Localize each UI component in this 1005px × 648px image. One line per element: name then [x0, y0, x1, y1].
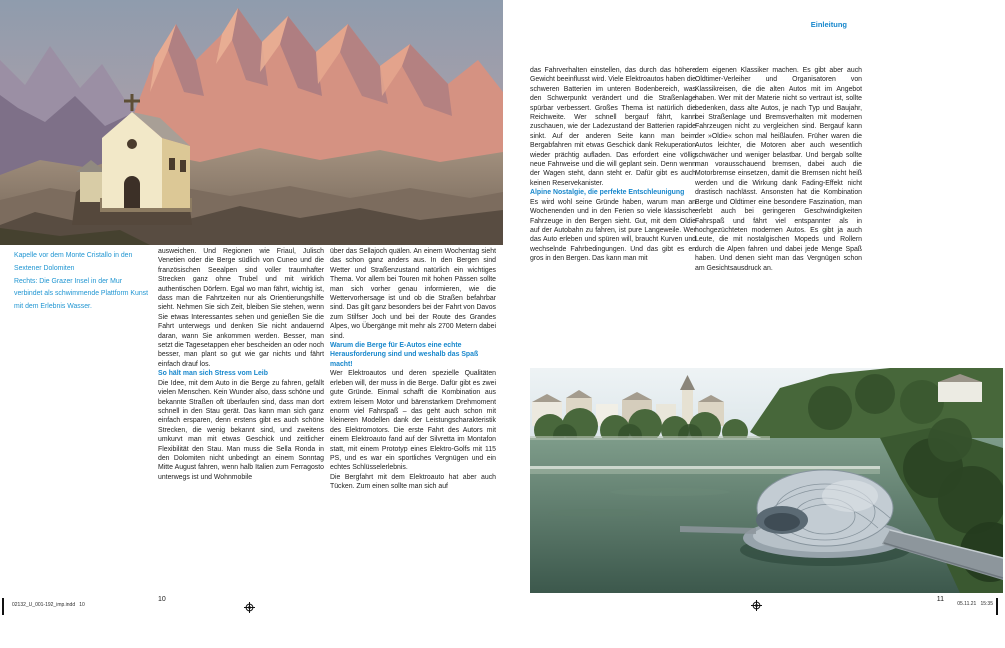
file-slug-left: 02132_U_001-192_imp.indd 10	[12, 602, 85, 608]
registration-mark-icon	[244, 602, 255, 613]
date-slug-right: 05.11.21 15:35	[957, 601, 993, 607]
body-paragraph: über das Sellajoch quälen. An einem Wochentag sieht das schon ganz anders aus. In den Bergen sind Wetter und Straßenzustand natürlich ein wichtiges Thema. Vor allem bei Touren mit hohen Pässen sollte man sich vorher genau informieren, wie die Wettervorhersage ist und ob die Straßen befahrbar sind. Das gilt ganz besonders bei der Fahrt von Davos zum Stilfser Joch und bei der Route des Grandes Alpes, wo Übergänge mit mehr als 2700 Metern dabei sind.	[330, 248, 496, 340]
left-column-1	[158, 247, 324, 482]
murinsel-river-photo	[530, 368, 1003, 593]
photo-caption	[14, 250, 152, 314]
body-paragraph: dem eigenen Klassiker machen. Es gibt aber auch Oldtimer-Verleiher und Organisatoren von Klassikreisen, die die alten Autos mit im Angebot haben. Wer mit der Materie nicht so vertraut ist, sollte bedenken, dass alte Autos, je nach Typ und Baujahr, bei Straßenlage und Bremsverhalten mit modernen Fahrzeugen nicht zu vergleichen sind. Bergauf kann der »Oldie« schon mal heißlaufen. Früher waren die Autos leichter, die Motoren aber auch wesentlich schwächer und weniger belastbar. Und bergab sollte man vorausschauend bremsen, dabei auch die Motorbremse einsetzen, damit die Bremsen nicht heiß werden und die Wirkung dank Fading-Effekt nicht drastisch nachlässt. Ansonsten hat die Kombination Berge und Oldtimer eine besondere Faszination, man erlebt auch bei geringeren Geschwindigkeiten Fahrspaß und fährt viel entspannter als in hochgezüchteten modernen Autos. Es gibt ja auch Leute, die mit nostalgischen Mopeds und Rollern durch die Alpen fahren und dabei jede Menge Spaß haben. Und denen sieht man das Vergnügen schon am Gesichtsausdruck an.	[695, 67, 862, 272]
caption-right-photo: Rechts: Die Grazer Insel in der Mur verbindet als schwimmende Plattform Kunst mit dem Erlebnis Wasser.	[14, 277, 149, 310]
body-paragraph: das Fahrverhalten einstellen, das durch das höhere Gewicht beeinflusst wird. Viele Elektroautos haben die schweren Batterien im unteren Bodenbereich, was den Schwerpunkt verändert und die Straßenlage spürbar verbessert. Großes Thema ist natürlich die Reichweite. Wer schnell bergauf fährt, kann zuschauen, wie der Ladezustand der Batterien rapide sinkt. Auf der anderen Seite kann man beim Bergabfahren mit etwas Geschick dank Rekuperation wieder prächtig aufladen. Das erfordert eine völlig neue Fahrweise und die will geplant sein. Denn wenn der Wagen steht, dann steht er. Dafür gibt es auch keinen Reservekanister.	[530, 67, 696, 187]
body-paragraph: Wer Elektroautos und deren spezielle Qualitäten erleben will, der muss in die Berge. Dafür gibt es zwei gute Gründe. Einmal schafft die Kombination aus extrem leisem Motor und bärenstarkem Drehmoment enorm viel Fahrspaß – das geht auch schon mit kleineren Modellen dank der Leistungscharakteristik des Elektromotors. Die erste Fahrt des Autors mit einem Elektroauto fand auf der Silvretta im Montafon statt, mit einem Prototyp eines Elektro-Golfs mit 115 PS, und es war ein sportliches Vergnügen und ein echtes Schlüsselerlebnis.	[330, 370, 496, 472]
caption-left-photo: Kapelle vor dem Monte Cristallo in den Sextener Dolomiten	[14, 252, 133, 272]
body-paragraph: Die Bergfahrt mit dem Elektroauto hat aber auch Tücken. Zum einen sollte man sich auf	[330, 473, 496, 491]
body-paragraph: Es wird wohl seine Gründe haben, warum man an Wochenenden und in den Ferien so viele klassische Fahrzeuge in den Bergen sieht. Gut, mit dem Oldie auf der Autobahn zu fahren, ist pure Langeweile. Wer das Auto erleben und spüren will, braucht Kurven und wechselnde Fahrbedingungen. Und das gibt es en gros in den Bergen. Das kann man mit	[530, 198, 696, 263]
section-heading: Warum die Berge für E-Autos eine echte Herausforderung sind und weshalb das Spaß macht!	[330, 342, 479, 368]
running-head: Einleitung	[810, 20, 847, 29]
dolomites-chapel-photo	[0, 0, 503, 245]
body-paragraph: Die Idee, mit dem Auto in die Berge zu fahren, gefällt vielen Menschen. Kein Wunder also, dass schöne und bekannte Straßen oft überlaufen sind, dass man dort schnell in den Stau gerät. Das kann man sich ganz einfach ersparen, denn erstens gibt es auch schöne Strecken, die wenig bekannt sind, und zweitens umkurvt man mit etwas Geschick und zeitlicher Flexibilität den Stau. Man muss die Sella Ronda in den Dolomiten nicht unbedingt an einem Sonntag Mitte August fahren, wenn halb Italien zum Ferragosto unterwegs ist und Wohnmobile	[158, 379, 324, 481]
right-page-number: 11	[936, 596, 944, 603]
section-heading: So hält man sich Stress vom Leib	[158, 370, 268, 378]
right-column-2	[695, 66, 862, 273]
right-column-1	[530, 66, 696, 264]
section-heading: Alpine Nostalgie, die perfekte Entschleunigung	[530, 189, 685, 197]
body-paragraph: ausweichen. Und Regionen wie Friaul, Julisch Venetien oder die Berge südlich von Cuneo und die französischen Seealpen sind voller traumhafter Strecken ganz ohne Trubel und mit wirklich authentischen Dörfern. Egal wo man fährt, wichtig ist, dass man die Fahrtzeiten nur als Orientierungshilfe sieht. Nehmen Sie sich Zeit, bleiben Sie stehen, wenn Sie etwas Interessantes sehen und genießen Sie die Fahrt unterwegs und denken Sie nicht andauernd daran, wann Sie ankommen werden. Besser, man setzt die Tagesetappen eher bescheiden an oder noch besser, man plant so gut wie gar nichts und fährt einfach drauf los.	[158, 248, 324, 368]
trim-mark-right	[996, 598, 998, 615]
left-column-2	[330, 247, 496, 492]
left-page-number: 10	[158, 596, 166, 603]
registration-mark-icon	[751, 600, 762, 611]
trim-mark-left	[2, 598, 4, 615]
